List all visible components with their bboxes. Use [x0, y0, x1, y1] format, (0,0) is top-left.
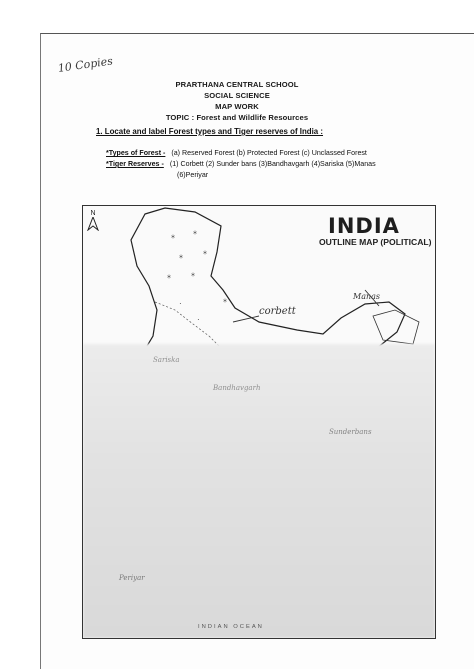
- work-title: MAP WORK: [215, 102, 259, 111]
- tiger-reserves-cont: (6)Periyar: [177, 171, 209, 179]
- tiger-reserves-items: (1) Corbett (2) Sunder bans (3)Bandhavgarh (4)Sariska (5)Manas: [169, 160, 376, 168]
- forest-types-row: [106, 149, 367, 157]
- corbett-annotation: corbett: [259, 306, 296, 317]
- svg-text:⁎: ⁎: [223, 295, 227, 304]
- sunderbans-annotation: Sunderbans: [329, 428, 372, 436]
- svg-text:·: ·: [197, 315, 200, 324]
- svg-text:⁎: ⁎: [179, 251, 183, 260]
- school-name: PRARTHANA CENTRAL SCHOOL: [175, 80, 299, 89]
- svg-text:⁎: ⁎: [171, 231, 175, 240]
- map-title: INDIA: [328, 214, 400, 238]
- sariska-annotation: Sariska: [153, 356, 180, 364]
- svg-text:⁎: ⁎: [193, 227, 197, 236]
- north-label: N: [90, 210, 96, 217]
- forest-types-items: (a) Reserved Forest (b) Protected Forest (c) Unclassed Forest: [171, 149, 367, 157]
- svg-text:⁎: ⁎: [167, 271, 171, 280]
- subject-title: SOCIAL SCIENCE: [204, 91, 270, 100]
- map-subtitle: OUTLINE MAP (POLITICAL): [319, 237, 432, 247]
- bandhavgarh-annotation: Bandhavgarh: [213, 384, 261, 392]
- svg-text:·: ·: [179, 299, 182, 308]
- topic-title: TOPIC : Forest and Wildlife Resources: [165, 113, 309, 122]
- india-outline-map: [82, 205, 436, 639]
- manas-annotation: Manas: [353, 292, 380, 301]
- question-heading: 1. Locate and label Forest types and Tiger reserves of India :: [96, 127, 324, 136]
- ocean-label: INDIAN OCEAN: [198, 624, 264, 630]
- tiger-reserves-label: *Tiger Reserves -: [106, 160, 164, 168]
- svg-text:⁎: ⁎: [191, 269, 195, 278]
- periyar-annotation: Periyar: [119, 574, 145, 582]
- handwritten-copies-note: 10 Copies: [57, 54, 114, 75]
- forest-types-label: *Types of Forest -: [106, 149, 166, 157]
- tiger-reserves-row: [106, 160, 376, 168]
- svg-text:⁎: ⁎: [203, 247, 207, 256]
